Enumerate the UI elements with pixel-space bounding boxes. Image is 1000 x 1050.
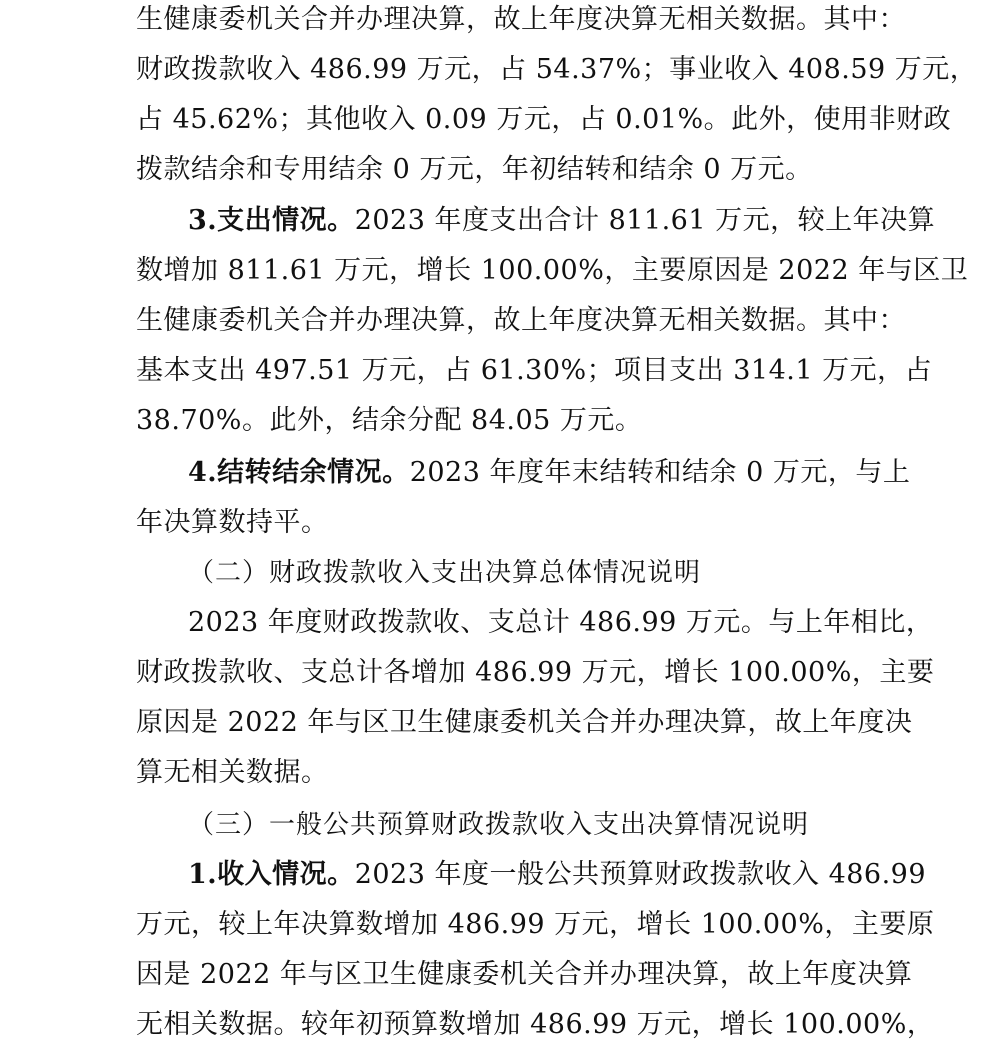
bold-lead-heading: 4.结转结余情况。 xyxy=(188,457,410,488)
body-text-line: 基本支出 497.51 万元，占 61.30%；项目支出 314.1 万元，占 xyxy=(136,355,933,386)
body-text-line: 财政拨款收、支总计各增加 486.99 万元，增长 100.00%，主要 xyxy=(136,657,935,688)
body-text-span: 2023 年度年末结转和结余 0 万元，与上 xyxy=(409,457,911,488)
body-text-line: 因是 2022 年与区卫生健康委机关合并办理决算，故上年度决算 xyxy=(136,959,913,990)
section-paragraph-balance xyxy=(188,448,911,498)
body-text-span: 2023 年度一般公共预算财政拨款收入 486.99 xyxy=(354,859,927,890)
section-paragraph-expenditure xyxy=(188,196,936,246)
body-text-line: 生健康委机关合并办理决算，故上年度决算无相关数据。其中： xyxy=(136,4,906,35)
body-text-line: 算无相关数据。 xyxy=(136,757,329,788)
body-text-line: 数增加 811.61 万元，增长 100.00%，主要原因是 2022 年与区卫 xyxy=(136,255,969,286)
body-text-line: 无相关数据。较年初预算数增加 486.99 万元，增长 100.00%， xyxy=(136,1009,935,1040)
body-text-line: 原因是 2022 年与区卫生健康委机关合并办理决算，故上年度决 xyxy=(136,707,913,738)
body-text-line: 生健康委机关合并办理决算，故上年度决算无相关数据。其中： xyxy=(136,305,906,336)
section-heading-3: （三）一般公共预算财政拨款收入支出决算情况说明 xyxy=(188,810,810,840)
body-text-line: 2023 年度财政拨款收、支总计 486.99 万元。与上年相比， xyxy=(188,607,934,638)
body-text-line: 年决算数持平。 xyxy=(136,507,329,538)
body-text-line: 万元，较上年决算数增加 486.99 万元，增长 100.00%，主要原 xyxy=(136,909,935,940)
body-text-line: 38.70%。此外，结余分配 84.05 万元。 xyxy=(136,405,643,436)
section-paragraph-income xyxy=(188,850,927,900)
bold-lead-heading: 3.支出情况。 xyxy=(188,205,355,236)
body-text-span: 2023 年度支出合计 811.61 万元，较上年决算 xyxy=(354,205,936,236)
bold-lead-heading: 1.收入情况。 xyxy=(188,859,355,890)
body-text-line: 财政拨款收入 486.99 万元，占 54.37%；事业收入 408.59 万元， xyxy=(136,54,978,85)
section-heading-2: （二）财政拨款收入支出决算总体情况说明 xyxy=(188,558,702,588)
body-text-line: 拨款结余和专用结余 0 万元，年初结转和结余 0 万元。 xyxy=(136,154,813,185)
body-text-line: 占 45.62%；其他收入 0.09 万元，占 0.01%。此外，使用非财政 xyxy=(136,104,952,135)
